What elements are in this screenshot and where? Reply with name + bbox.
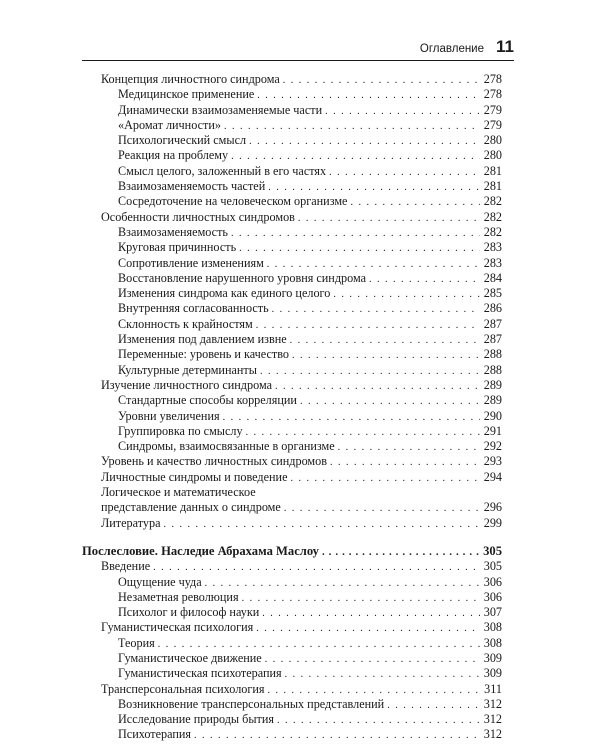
leader-dots [268, 182, 480, 193]
toc-entry-page: 278 [483, 72, 502, 86]
toc-entry-title: Особенности личностных синдромов [101, 209, 295, 224]
toc-entry [82, 454, 502, 469]
toc-entry [82, 301, 502, 316]
leader-dots [298, 213, 480, 224]
toc-entry [82, 179, 502, 194]
leader-dots [329, 167, 480, 178]
toc-entry-title: Ощущение чуда [118, 574, 202, 589]
toc-entry-page: 283 [483, 255, 502, 270]
toc-entry-title: Культурные детерминанты [118, 362, 257, 377]
leader-dots [272, 304, 480, 315]
toc-entry [82, 605, 502, 620]
toc-entry-page: 292 [483, 439, 502, 454]
leader-dots [256, 623, 480, 634]
toc-entry-page: 308 [483, 620, 502, 635]
toc-entry [82, 164, 502, 179]
leader-dots [257, 90, 480, 101]
toc-entry [82, 620, 502, 635]
leader-dots [369, 274, 480, 285]
toc-entry-page: 287 [483, 316, 502, 331]
toc-entry [82, 712, 502, 727]
toc-entry [82, 666, 502, 681]
toc-entry [82, 636, 502, 651]
toc-entry-page: 284 [483, 270, 502, 285]
toc-entry-title: Гуманистическое движение [118, 650, 262, 665]
toc-entry-page: 283 [483, 240, 502, 255]
toc-entry-page: 299 [483, 515, 502, 530]
leader-dots [262, 608, 480, 619]
leader-dots [333, 289, 480, 300]
toc-entry [82, 697, 502, 712]
toc-entry [82, 194, 502, 209]
toc-entry-title: Введение [101, 559, 151, 574]
leader-dots [275, 381, 480, 392]
toc-entry [82, 286, 502, 301]
toc-entry [82, 559, 502, 574]
leader-dots [163, 519, 480, 530]
toc-entry-title: Трансперсональная психология [101, 681, 265, 696]
leader-dots [268, 685, 480, 696]
toc-entry-page: 287 [483, 332, 502, 347]
toc-section-page: 305 [483, 543, 502, 558]
toc-entry [82, 347, 502, 362]
toc-entry-page: 312 [483, 696, 502, 711]
toc-entry-title: Изучение личностного синдрома [101, 377, 272, 392]
toc-entry [82, 210, 502, 225]
leader-dots [205, 578, 480, 589]
toc-entry-page: 282 [483, 224, 502, 239]
leader-dots [194, 730, 480, 741]
leader-dots [224, 121, 480, 132]
running-header [82, 38, 514, 61]
toc-entry-title: Изменения синдрома как единого целого [118, 286, 331, 301]
toc-entries [82, 72, 502, 485]
toc-entry-page: 305 [483, 559, 502, 574]
toc-entry [82, 332, 502, 347]
toc-entry-title: Психологический смысл [118, 133, 247, 148]
toc-entry-title: Возникновение трансперсональных представлений [118, 696, 385, 711]
toc-entry-title: Круговая причинность [118, 240, 237, 255]
toc-entry-title: Группировка по смыслу [118, 423, 243, 438]
toc-entry [82, 439, 502, 454]
leader-dots [231, 151, 480, 162]
leader-dots [292, 350, 480, 361]
leader-dots [283, 75, 480, 86]
toc-entry [82, 409, 502, 424]
toc-entry-page: 288 [483, 362, 502, 377]
leader-dots [322, 546, 480, 558]
leader-dots [325, 106, 480, 117]
toc-entry [82, 393, 502, 408]
leader-dots [350, 197, 480, 208]
toc-entry-title: Переменные: уровень и качество [118, 347, 289, 362]
leader-dots [290, 473, 480, 484]
toc-entry [82, 378, 502, 393]
leader-dots [387, 700, 480, 711]
toc-entry [82, 575, 502, 590]
toc-entry-title: Гуманистическая психотерапия [118, 666, 282, 681]
toc-entry-title: Медицинское применение [118, 87, 255, 102]
leader-dots [260, 366, 480, 377]
toc-entry-title: Внутренняя согласованность [118, 301, 269, 316]
toc-entry-wrapped-line1 [82, 485, 502, 500]
toc-entry-page: 280 [483, 133, 502, 148]
toc-entry-title: «Аромат личности» [118, 117, 221, 132]
toc-entry-title: Уровни увеличения [118, 408, 220, 423]
toc-entry-page: 279 [483, 102, 502, 117]
toc-entry-page: 294 [483, 469, 502, 484]
toc-entry-page: 290 [483, 408, 502, 423]
toc-entry-page: 307 [483, 605, 502, 620]
leader-dots [284, 503, 480, 514]
toc-entry [82, 651, 502, 666]
leader-dots [249, 136, 480, 147]
leader-dots [267, 259, 480, 270]
toc-entry [82, 363, 502, 378]
toc-entry [82, 240, 502, 255]
toc-entry [82, 148, 502, 163]
toc-entry-title: Теория [118, 635, 155, 650]
leader-dots [338, 442, 480, 453]
toc-entry-title: Сосредоточение на человеческом организме [118, 194, 348, 209]
toc-entry [82, 424, 502, 439]
toc-entry-page: 281 [483, 179, 502, 194]
toc-section-heading [82, 544, 502, 559]
leader-dots [265, 654, 480, 665]
leader-dots [277, 715, 480, 726]
leader-dots [153, 562, 480, 573]
toc-entry-page: 278 [483, 87, 502, 102]
toc-entry-page: 306 [483, 574, 502, 589]
toc-entry [82, 133, 502, 148]
leader-dots [158, 639, 480, 650]
toc-entry-title: Стандартные способы корреляции [118, 393, 297, 408]
leader-dots [242, 593, 480, 604]
toc-entry-title: Незаметная революция [118, 589, 239, 604]
toc-entry-page: 296 [483, 500, 502, 515]
toc-entry [82, 118, 502, 133]
toc-entry-title: представление данных о синдроме [101, 500, 281, 515]
leader-dots [239, 243, 480, 254]
toc-entry [82, 682, 502, 697]
toc-entry-title: Психотерапия [118, 727, 192, 742]
toc-entry-page: 282 [483, 194, 502, 209]
toc-entry-title: Логическое и математическое [101, 485, 256, 500]
table-of-contents [82, 72, 502, 743]
toc-entry-title: Взаимозаменяемость частей [118, 179, 266, 194]
toc-entry-title: Концепция личностного синдрома [101, 72, 280, 86]
toc-entry-page: 289 [483, 377, 502, 392]
toc-entry-page: 286 [483, 301, 502, 316]
toc-entry-title: Динамически взаимозаменяемые части [118, 102, 323, 117]
toc-entry-wrapped-line2 [82, 500, 502, 515]
toc-entry-page: 293 [483, 454, 502, 469]
leader-dots [300, 396, 480, 407]
header-title: Оглавление [419, 43, 485, 55]
toc-section-title: Послесловие. Наследие Абрахама Маслоу [82, 543, 319, 558]
toc-entry-page: 311 [484, 681, 502, 696]
toc-entry-literature [82, 516, 502, 531]
toc-entry-page: 309 [483, 666, 502, 681]
toc-entry-title: Синдромы, взаимосвязанные в организме [118, 439, 335, 454]
toc-entry-title: Реакция на проблему [118, 148, 229, 163]
leader-dots [223, 412, 480, 423]
toc-entry-title: Литература [101, 515, 161, 530]
toc-entry [82, 271, 502, 286]
toc-section-entries [82, 559, 502, 743]
toc-entry-page: 308 [483, 635, 502, 650]
toc-entry-page: 280 [483, 148, 502, 163]
toc-entry-page: 289 [483, 393, 502, 408]
toc-entry-title: Изменения под давлением извне [118, 332, 287, 347]
toc-entry-title: Психолог и философ науки [118, 605, 260, 620]
toc-entry-title: Исследование природы бытия [118, 712, 275, 727]
header-page-number: 11 [496, 37, 514, 56]
toc-entry-page: 279 [483, 117, 502, 132]
toc-entry-title: Восстановление нарушенного уровня синдрома [118, 270, 367, 285]
toc-entry [82, 225, 502, 240]
leader-dots [231, 228, 480, 239]
toc-entry-title: Уровень и качество личностных синдромов [101, 454, 327, 469]
toc-entry [82, 87, 502, 102]
leader-dots [290, 335, 480, 346]
toc-entry-title: Личностные синдромы и поведение [101, 469, 288, 484]
toc-entry-page: 312 [483, 727, 502, 742]
toc-entry-page: 288 [483, 347, 502, 362]
toc-entry-title: Смысл целого, заложенный в его частях [118, 163, 327, 178]
toc-entry-title: Гуманистическая психология [101, 620, 254, 635]
toc-entry-page: 282 [483, 209, 502, 224]
toc-entry-page: 291 [483, 423, 502, 438]
toc-entry [82, 103, 502, 118]
toc-entry [82, 590, 502, 605]
toc-entry [82, 256, 502, 271]
leader-dots [256, 320, 480, 331]
toc-entry-title: Склонность к крайностям [118, 316, 253, 331]
toc-entry [82, 72, 502, 87]
toc-entry [82, 727, 502, 742]
toc-entry-page: 312 [483, 712, 502, 727]
toc-entry-page: 306 [483, 589, 502, 604]
toc-entry [82, 317, 502, 332]
toc-entry-title: Сопротивление изменениям [118, 255, 264, 270]
toc-entry-page: 281 [483, 163, 502, 178]
leader-dots [285, 669, 480, 680]
toc-entry-page: 285 [483, 286, 502, 301]
toc-entry-page: 309 [483, 650, 502, 665]
toc-entry-title: Взаимозаменяемость [118, 224, 228, 239]
toc-entry [82, 470, 502, 485]
leader-dots [246, 427, 480, 438]
leader-dots [330, 457, 480, 468]
